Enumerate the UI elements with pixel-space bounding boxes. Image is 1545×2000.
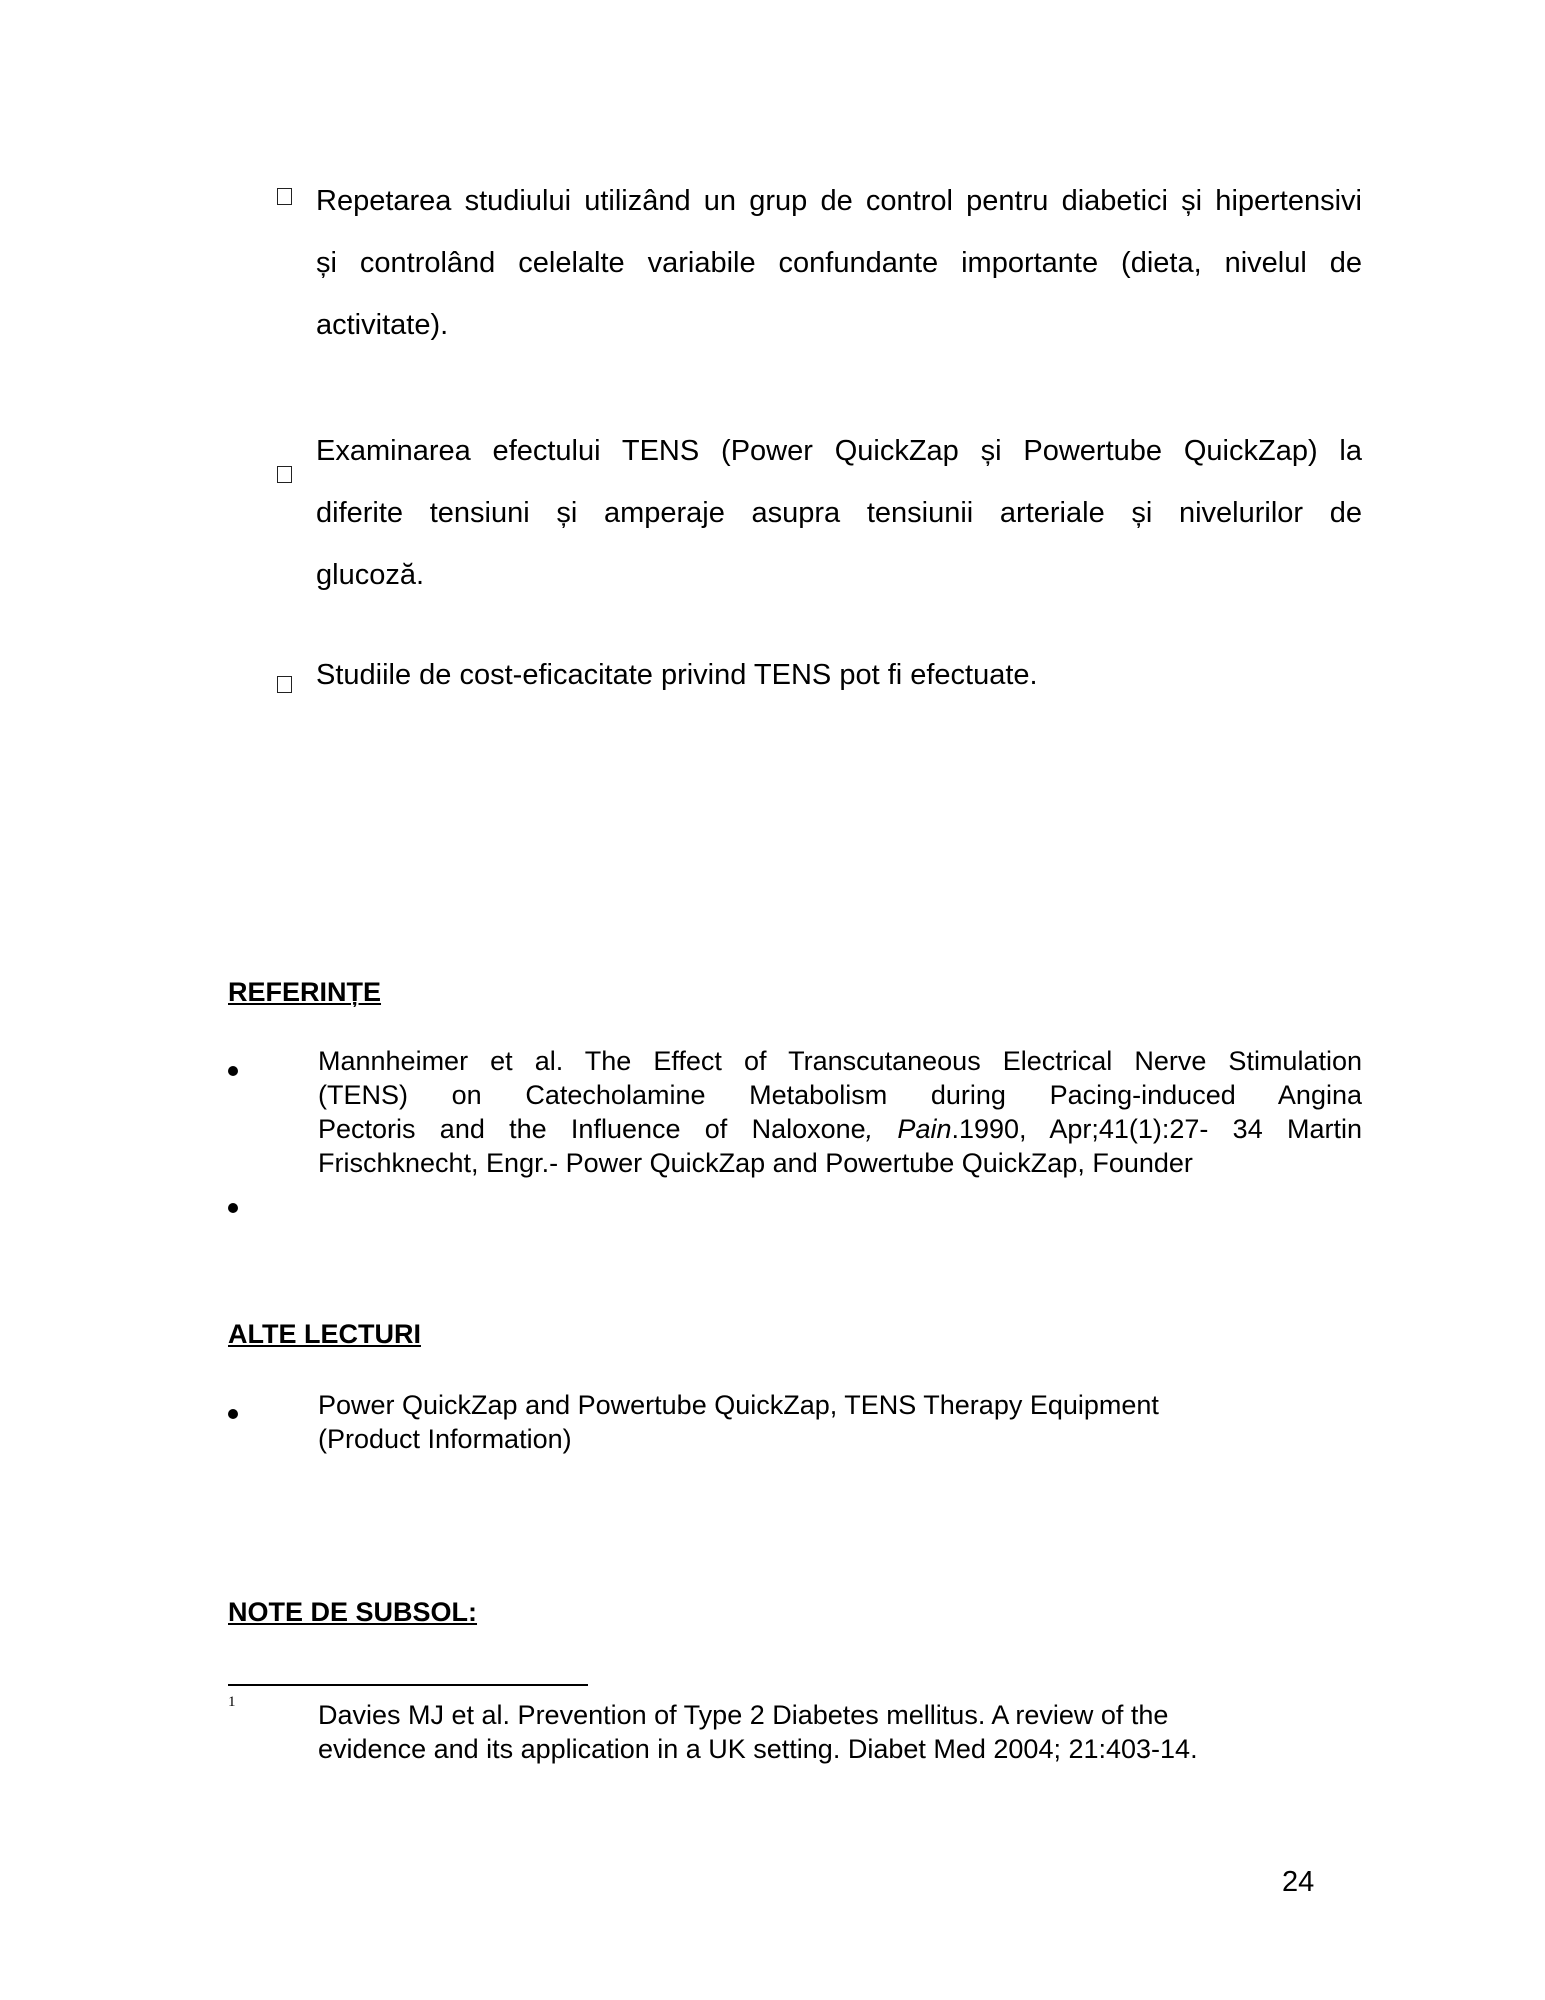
- recommendation-1-line-3: activitate).: [316, 309, 449, 341]
- reference-line-3-citation: .1990, Apr;41(1):27- 34 Martin: [951, 1114, 1362, 1144]
- references-heading: REFERINȚE: [228, 977, 382, 1007]
- checkbox-icon: [277, 676, 292, 693]
- reference-line-3: [318, 1112, 1362, 1146]
- footnote-mark: 1: [228, 1694, 236, 1710]
- footnote-line-1: Davies MJ et al. Prevention of Type 2 Diabetes mellitus. A review of the: [318, 1700, 1169, 1730]
- reference-line-4: Frischknecht, Engr.- Power QuickZap and Powertube QuickZap, Founder: [318, 1148, 1193, 1178]
- further-reading-item: [318, 1388, 1362, 1456]
- page-number: 24: [1282, 1866, 1315, 1898]
- recommendation-3-line-1: Studiile de cost-eficacitate privind TENS pot fi efectuate.: [316, 659, 1038, 691]
- recommendation-1-line-1: Repetarea studiului utilizând un grup de control pentru diabetici și hipertensivi: [316, 185, 1362, 217]
- reference-line-2: (TENS) on Catecholamine Metabolism during Pacing-induced Angina: [318, 1080, 1362, 1110]
- further-reading-heading: ALTE LECTURI: [228, 1319, 421, 1349]
- footnotes-heading: NOTE DE SUBSOL:: [228, 1597, 478, 1627]
- footnote-item: [318, 1698, 1362, 1766]
- bullet-icon: [228, 1066, 238, 1076]
- reference-line-3-text: Pectoris and the Influence of Naloxone: [318, 1114, 866, 1144]
- checkbox-icon: [277, 466, 292, 483]
- bullet-icon: [228, 1203, 238, 1213]
- reference-item: [318, 1044, 1362, 1180]
- bullet-icon: [228, 1409, 238, 1419]
- further-reading-line-1: Power QuickZap and Powertube QuickZap, TENS Therapy Equipment: [318, 1390, 1159, 1420]
- recommendation-2-line-3: glucoză.: [316, 559, 425, 591]
- recommendation-2-line-2: diferite tensiuni și amperaje asupra tensiunii arteriale și nivelurilor de: [316, 497, 1362, 529]
- recommendation-1-line-2: și controlând celelalte variabile confundante importante (dieta, nivelul de: [316, 247, 1362, 279]
- recommendation-2-line-1: Examinarea efectului TENS (Power QuickZap și Powertube QuickZap) la: [316, 435, 1362, 467]
- reference-line-1: Mannheimer et al. The Effect of Transcutaneous Electrical Nerve Stimulation: [318, 1046, 1362, 1076]
- journal-name: , Pain: [865, 1114, 952, 1144]
- checkbox-icon: [277, 188, 292, 205]
- further-reading-line-2: (Product Information): [318, 1424, 572, 1454]
- footnote-separator: [228, 1684, 588, 1686]
- footnote-line-2: evidence and its application in a UK setting. Diabet Med 2004; 21:403-14.: [318, 1734, 1198, 1764]
